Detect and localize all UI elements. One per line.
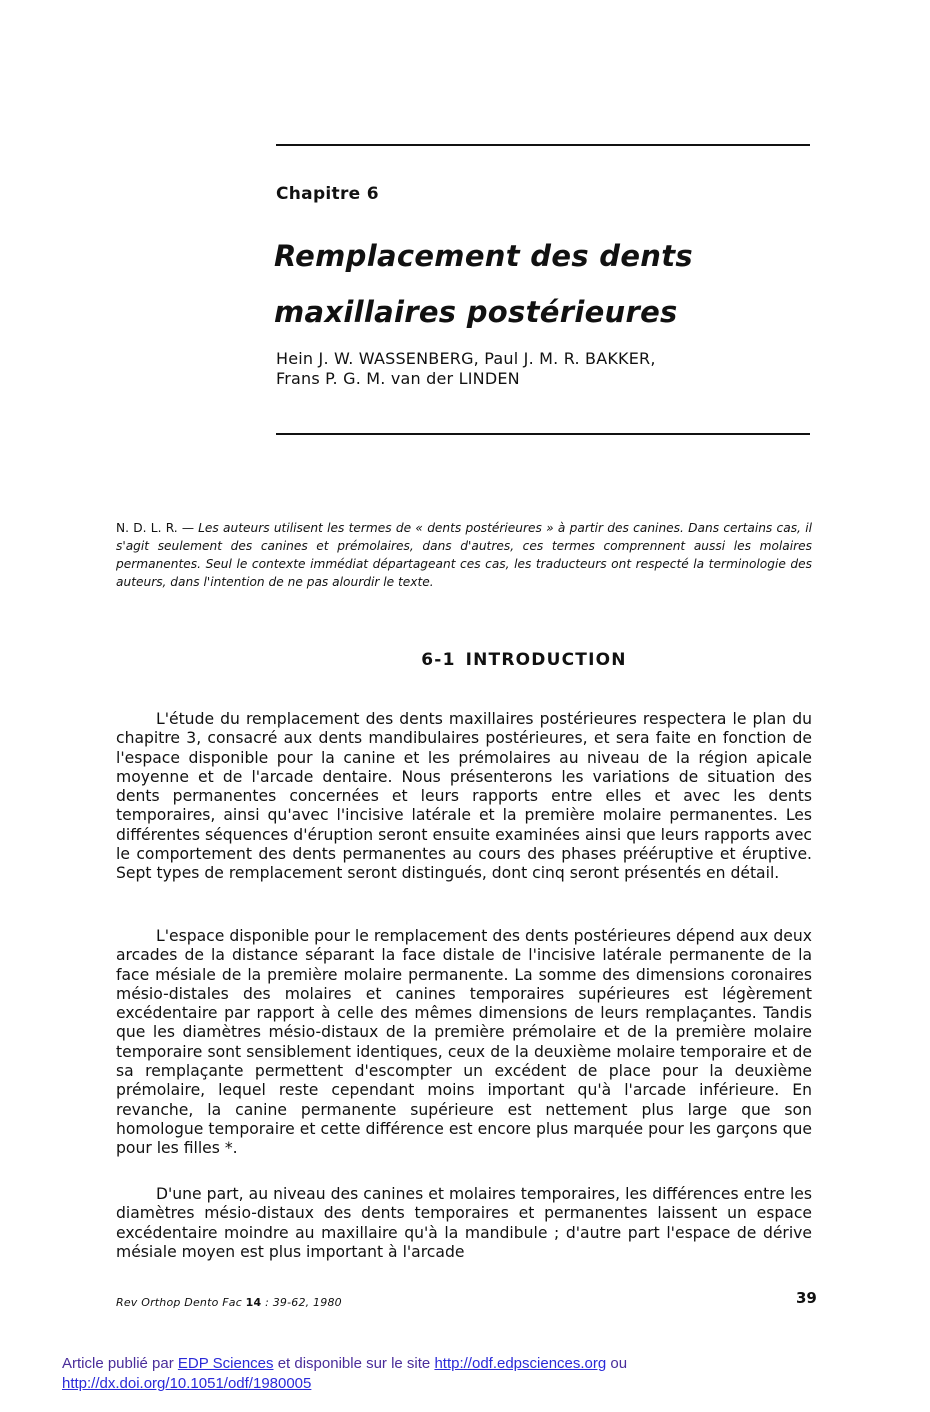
citation-pages-year: : 39-62, 1980: [265, 1296, 342, 1309]
chapter-title: [274, 228, 834, 340]
page-number: 39: [796, 1289, 817, 1307]
chapter-label: Chapitre 6: [276, 184, 379, 204]
section-title: INTRODUCTION: [465, 650, 627, 670]
editor-note-lead: N. D. L. R. —: [116, 521, 195, 535]
doi-link[interactable]: http://dx.doi.org/10.1051/odf/1980005: [62, 1375, 312, 1392]
citation-journal: Rev Orthop Dento Fac: [116, 1296, 242, 1309]
authors: [276, 349, 836, 389]
notice-text-2: et disponible sur le site: [277, 1355, 431, 1372]
journal-citation: [116, 1296, 342, 1309]
editor-note: [116, 519, 812, 591]
body-paragraph-2: L'espace disponible pour le remplacement des dents postérieures dépend aux deux arcades de la distance séparant la face distale de l'incisive latérale permanente de la face mésiale de la première molaire permanente. La somme des dimensions coronaires mésio-distales des molaires et canines temporaires supérieures est légèrement excédentaire par rapport à celle des mêmes dimensions de leurs remplaçantes. Tandis que les diamètres mésio-distaux de la première prémolaire et de la première molaire temporaire sont sensiblement identiques, ceux de la deuxième molaire temporaire et de sa remplaçante permettent d'escompter un excédent de place pour la deuxième prémolaire, lequel reste cependant moins important qu'à l'arcade inférieure. En revanche, la canine permanente supérieure est nettement plus large que son homologue temporaire et cette différence est encore plus marquée pour les garçons que pour les filles *.: [116, 927, 812, 1158]
publisher-notice: [62, 1354, 627, 1394]
section-number: 6-1: [421, 650, 456, 670]
chapter-title-line-1: Remplacement des dents: [274, 239, 693, 273]
authors-line-1: Hein J. W. WASSENBERG, Paul J. M. R. BAKKER,: [276, 349, 656, 368]
notice-text-3: ou: [610, 1355, 628, 1372]
chapter-title-line-2: maxillaires postérieures: [274, 295, 678, 329]
header-bottom-rule: [276, 433, 810, 435]
editor-note-text: Les auteurs utilisent les termes de « dents postérieures » à partir des canines. Dans certains cas, il s'agit seulement des canines et prémolaires, dans d'autres, ces termes comprennent aussi les molaires permanentes. Seul le contexte immédiat départageant ces cas, les traducteurs ont respecté la terminologie des auteurs, dans l'intention de ne pas alourdir le texte.: [116, 521, 812, 589]
citation-volume: 14: [245, 1296, 262, 1309]
section-heading: [0, 650, 930, 670]
body-paragraph-1: L'étude du remplacement des dents maxillaires postérieures respectera le plan du chapitre 3, consacré aux dents mandibulaires postérieures, et sera faite en fonction de l'espace disponible pour la canine et les prémolaires au niveau de la région apicale moyenne et de l'arcade dentaire. Nous présenterons les variations de situation des dents permanentes concernées et leurs rapports entre elles et avec les dents temporaires, ainsi qu'avec l'incisive latérale et la première molaire permanentes. Les différentes séquences d'éruption seront ensuite examinées ainsi que leurs rapports avec le comportement des dents permanentes au cours des phases prééruptive et éruptive. Sept types de remplacement seront distingués, dont cinq seront présentés en détail.: [116, 710, 812, 883]
authors-line-2: Frans P. G. M. van der LINDEN: [276, 369, 520, 388]
journal-site-link[interactable]: http://odf.edpsciences.org: [434, 1355, 607, 1372]
edp-sciences-link[interactable]: EDP Sciences: [177, 1355, 274, 1372]
top-rule: [276, 144, 810, 146]
notice-text-1: Article publié par: [62, 1355, 174, 1372]
body-paragraph-3: D'une part, au niveau des canines et molaires temporaires, les différences entre les diamètres mésio-distaux des dents temporaires et permanentes laissent un espace excédentaire moindre au maxillaire qu'à la mandibule ; d'autre part l'espace de dérive mésiale moyen est plus important à l'arcade: [116, 1185, 812, 1261]
